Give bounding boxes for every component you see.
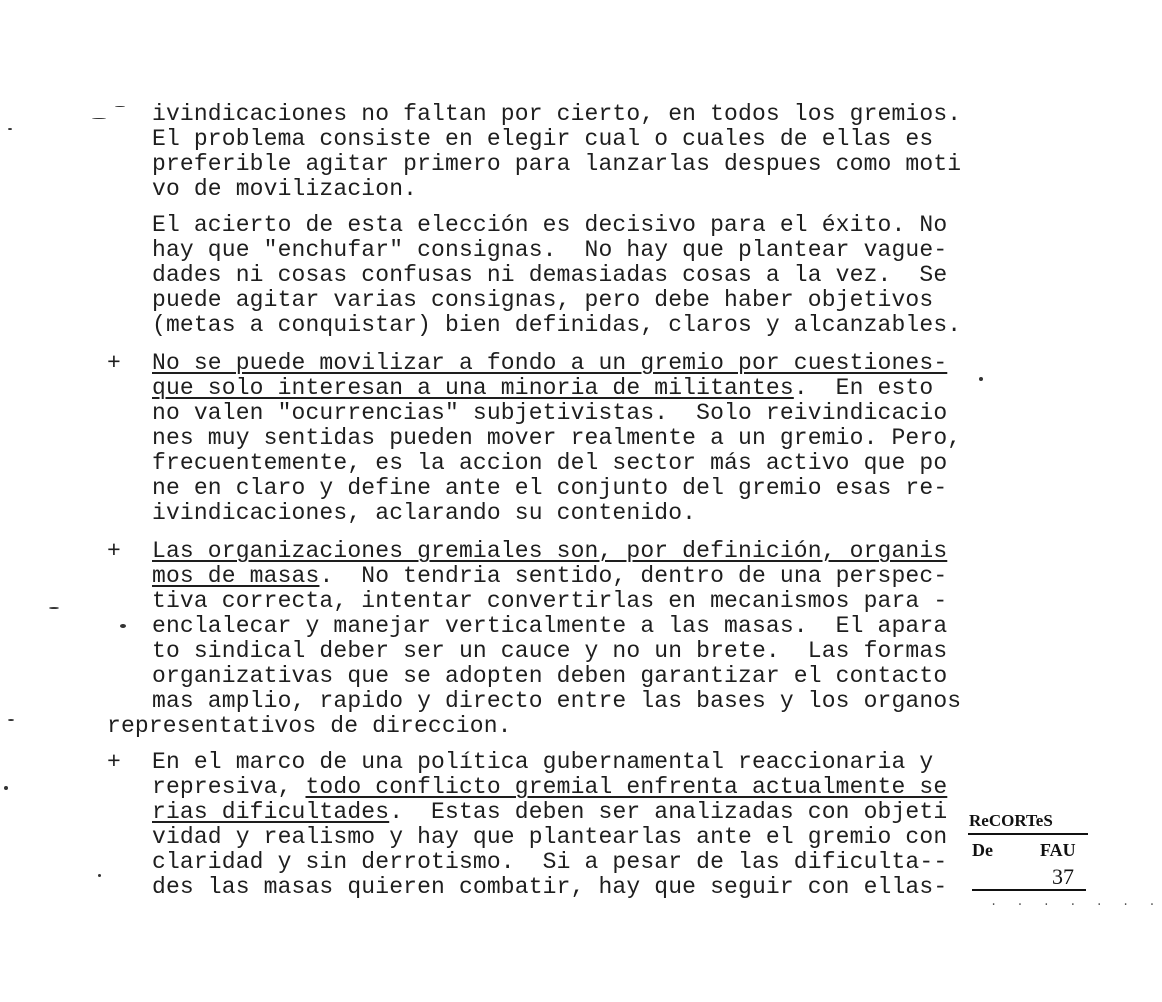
text-line [152,775,947,800]
text-line: ne en claro y define ante el conjunto del gremio esas re- [152,475,948,501]
archive-stamp-title: ReCORTeS [969,811,1053,830]
scan-speck [92,118,106,119]
underlined-text: que solo interesan a una minoria de militantes [152,375,794,401]
text-line: vo de movilizacion. [152,176,418,202]
text-line: dades ni cosas confusas ni demasiadas cosas a la vez. Se [152,262,948,288]
underlined-text: No se puede movilizar a fondo a un gremio por cuestiones- [152,350,948,376]
text-line: vidad y realismo y hay que plantearlas ante el gremio con [152,824,948,850]
text-line: frecuentemente, es la accion del sector más activo que po [152,450,948,476]
text-segment: . No tendria sentido, dentro de una perspec- [319,563,948,589]
text-line: claridad y sin derrotismo. Si a pesar de las dificulta-- [152,849,948,875]
text-line [152,376,933,401]
bullet-plus: + [107,350,121,376]
scan-speck [49,607,59,609]
underlined-text: mos de masas [152,563,320,589]
text-line: puede agitar varias consignas, pero debe haber objetivos [152,287,934,313]
text-line: El problema consiste en elegir cual o cuales de ellas es [152,126,934,152]
text-line: mas amplio, rapido y directo entre las bases y los organos [152,688,962,714]
text-line [152,564,947,589]
underlined-text: rias dificultades [152,799,390,825]
scan-speck [115,106,125,107]
archive-stamp-de: De [972,840,993,860]
scan-speck [120,624,126,628]
text-line: El acierto de esta elección es decisivo para el éxito. No [152,212,948,238]
text-line [152,800,947,825]
stamp-rule [968,833,1088,835]
page-number: 37 [1052,864,1074,889]
scan-speck [979,377,983,381]
scan-speck [8,719,14,721]
text-line: tiva correcta, intentar convertirlas en mecanismos para - [152,588,948,614]
text-line: representativos de direccion. [107,713,512,739]
text-segment: . En esto [793,375,934,401]
text-line: nes muy sentidas pueden mover realmente a un gremio. Pero, [152,425,962,451]
stamp-dotted-line: . . . . . . . [990,895,1162,909]
text-line: des las masas quieren combatir, hay que seguir con ellas- [152,874,948,900]
text-line: En el marco de una política gubernamental reaccionaria y [152,749,934,775]
text-line: organizativas que se adopten deben garantizar el contacto [152,663,948,689]
text-line: hay que "enchufar" consignas. No hay que plantear vague- [152,237,948,263]
text-line: enclalecar y manejar verticalmente a las masas. El apara [152,613,948,639]
archive-stamp-fau: FAU [1040,840,1076,860]
text-line: preferible agitar primero para lanzarlas despues como moti [152,151,962,177]
scan-speck [4,786,8,790]
text-line [152,539,947,564]
text-line: ivindicaciones no faltan por cierto, en todos los gremios. [152,101,962,127]
bullet-plus: + [107,749,121,775]
text-line: no valen "ocurrencias" subjetivistas. Solo reivindicacio [152,400,948,426]
scan-speck [8,128,12,130]
scan-speck [98,874,101,877]
text-line: (metas a conquistar) bien definidas, claros y alcanzables. [152,312,962,338]
text-segment: . Estas deben ser analizadas con objeti [389,799,948,825]
bullet-plus: + [107,538,121,564]
stamp-rule [972,889,1086,891]
text-line: ivindicaciones, aclarando su contenido. [152,500,697,526]
text-segment: represiva, [152,774,306,800]
underlined-text: todo conflicto gremial enfrenta actualmente se [305,774,948,800]
underlined-text: Las organizaciones gremiales son, por definición, organis [152,538,948,564]
text-line [152,351,947,376]
text-line: to sindical deber ser un cauce y no un brete. Las formas [152,638,948,664]
